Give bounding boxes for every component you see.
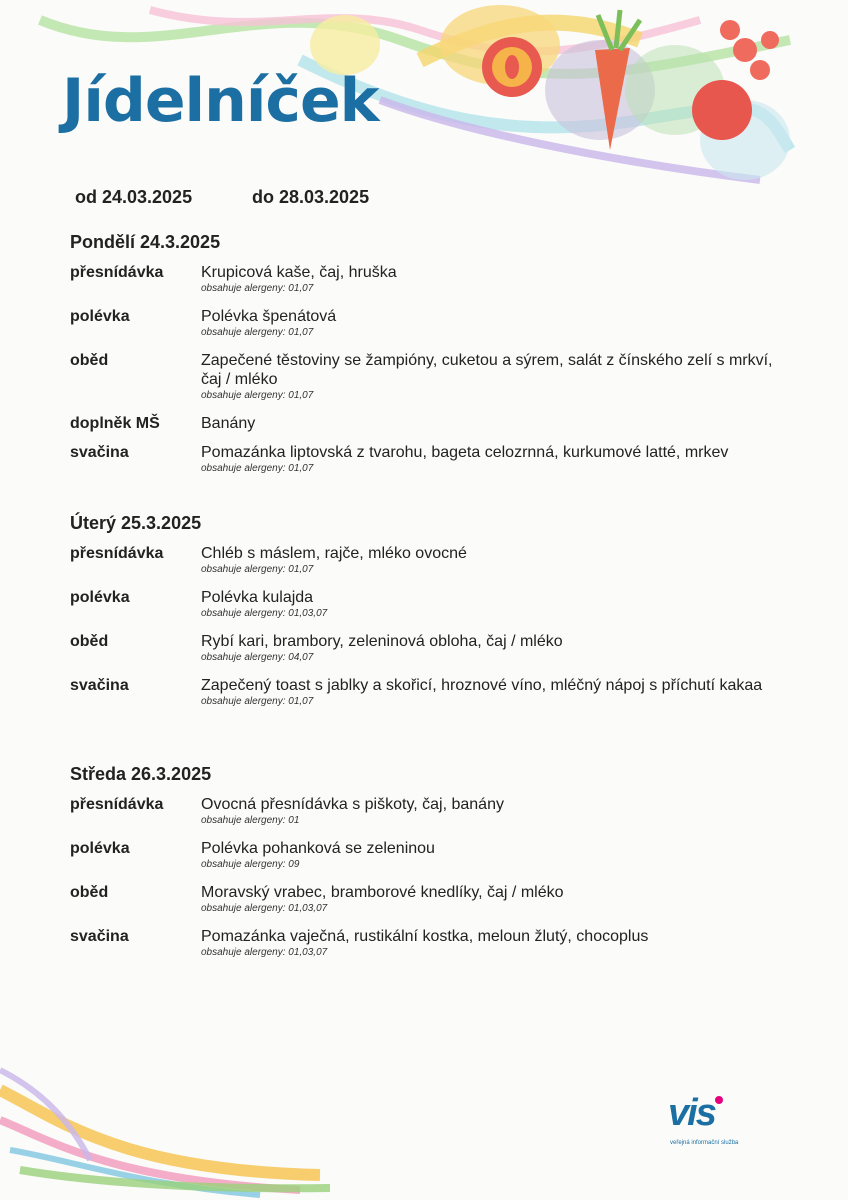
meal-row <box>70 676 790 708</box>
ribbon-footer-artwork <box>0 1060 340 1200</box>
meal-label: přesnídávka <box>70 264 164 281</box>
meal-row <box>70 588 790 620</box>
meal-label: svačina <box>70 677 129 694</box>
meal-dish: Pomazánka vaječná, rustikální kostka, meloun žlutý, chocoplus <box>201 928 649 945</box>
meal-allergens: obsahuje alergeny: 01,07 <box>201 696 314 707</box>
meal-label: oběd <box>70 352 109 369</box>
meal-allergens: obsahuje alergeny: 01,03,07 <box>201 903 328 914</box>
meal-allergens: obsahuje alergeny: 09 <box>201 859 300 870</box>
meal-label: polévka <box>70 308 130 325</box>
meal-label: přesnídávka <box>70 545 164 562</box>
meal-label: doplněk MŠ <box>70 415 160 432</box>
page-title: Jídelníček <box>62 66 379 136</box>
meal-label: přesnídávka <box>70 796 164 813</box>
meal-row <box>70 263 790 295</box>
logo-subtitle: veřejná informační služba <box>670 1140 739 1146</box>
meal-dish: Ovocná přesnídávka s piškoty, čaj, banány <box>201 796 504 813</box>
meal-row <box>70 443 790 475</box>
day-title: Pondělí 24.3.2025 <box>70 232 221 252</box>
meal-dish: Polévka špenátová <box>201 308 337 325</box>
meal-row <box>70 839 790 871</box>
logo-text: vis <box>668 1092 715 1134</box>
meal-dish: Polévka kulajda <box>201 589 314 606</box>
meal-allergens: obsahuje alergeny: 01,07 <box>201 463 314 474</box>
meal-allergens: obsahuje alergeny: 01,07 <box>201 327 314 338</box>
meal-allergens: obsahuje alergeny: 01,03,07 <box>201 608 328 619</box>
meal-allergens: obsahuje alergeny: 01,07 <box>201 283 314 294</box>
day-section-tuesday <box>70 513 790 720</box>
meal-dish: Chléb s máslem, rajče, mléko ovocné <box>201 545 467 562</box>
vis-logo <box>668 1092 778 1152</box>
day-section-monday <box>70 232 790 487</box>
meal-label: svačina <box>70 444 129 461</box>
meal-allergens: obsahuje alergeny: 01,07 <box>201 390 314 401</box>
meal-row <box>70 632 790 664</box>
period-from: od 24.03.2025 <box>75 187 193 207</box>
day-title: Úterý 25.3.2025 <box>70 513 202 533</box>
meal-dish: Moravský vrabec, bramborové knedlíky, čaj / mléko <box>201 884 564 901</box>
meal-dish: Zapečené těstoviny se žampióny, cuketou a sýrem, salát z čínského zelí s mrkví, čaj / mléko <box>201 352 773 388</box>
meal-row <box>70 307 790 339</box>
logo-dot-icon <box>715 1096 723 1104</box>
meal-row <box>70 795 790 827</box>
meal-allergens: obsahuje alergeny: 04,07 <box>201 652 314 663</box>
meal-allergens: obsahuje alergeny: 01,07 <box>201 564 314 575</box>
meal-label: oběd <box>70 884 109 901</box>
meal-row <box>70 544 790 576</box>
meal-dish: Zapečený toast s jablky a skořicí, hroznové víno, mléčný nápoj s příchutí kakaa <box>201 677 763 694</box>
meal-label: polévka <box>70 840 130 857</box>
day-title: Středa 26.3.2025 <box>70 764 212 784</box>
meal-label: oběd <box>70 633 109 650</box>
meal-dish: Banány <box>201 415 256 432</box>
meal-dish: Krupicová kaše, čaj, hruška <box>201 264 397 281</box>
meal-label: polévka <box>70 589 130 606</box>
period-to: do 28.03.2025 <box>252 187 370 207</box>
meal-label: svačina <box>70 928 129 945</box>
meal-row <box>70 351 790 402</box>
meal-dish: Rybí kari, brambory, zeleninová obloha, čaj / mléko <box>201 633 563 650</box>
meal-allergens: obsahuje alergeny: 01,03,07 <box>201 947 328 958</box>
meal-dish: Pomazánka liptovská z tvarohu, bageta celozrnná, kurkumové latté, mrkev <box>201 444 729 461</box>
meal-row <box>70 927 790 959</box>
meal-row <box>70 883 790 915</box>
day-section-wednesday <box>70 764 790 971</box>
meal-dish: Polévka pohanková se zeleninou <box>201 840 435 857</box>
meal-row <box>70 414 790 433</box>
meal-allergens: obsahuje alergeny: 01 <box>201 815 300 826</box>
